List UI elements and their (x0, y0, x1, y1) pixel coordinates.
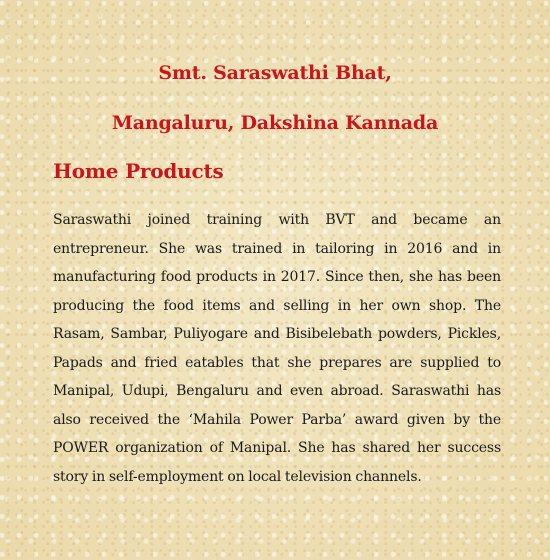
section-heading: Home Products (53, 159, 224, 183)
story-paragraph: Saraswathi joined training with BVT and became an entrepreneur. She was trained in tailoring in 2016 and in manufacturing food products in 2017. Since then, she has been producing the food items and selling in her own shop. The Rasam, Sambar, Puliyogare and Bisibelebath powders, Pickles, Papads and fried eatables that she prepares are supplied to Manipal, Udupi, Bengaluru and even abroad. Saraswathi has also received the ‘Mahila Power Parba’ award given by the POWER organization of Manipal. She has shared her success story in self-employment on local television channels. (53, 212, 501, 485)
location-title: Mangaluru, Dakshina Kannada (111, 112, 439, 134)
person-name-title: Smt. Saraswathi Bhat, (158, 62, 392, 84)
